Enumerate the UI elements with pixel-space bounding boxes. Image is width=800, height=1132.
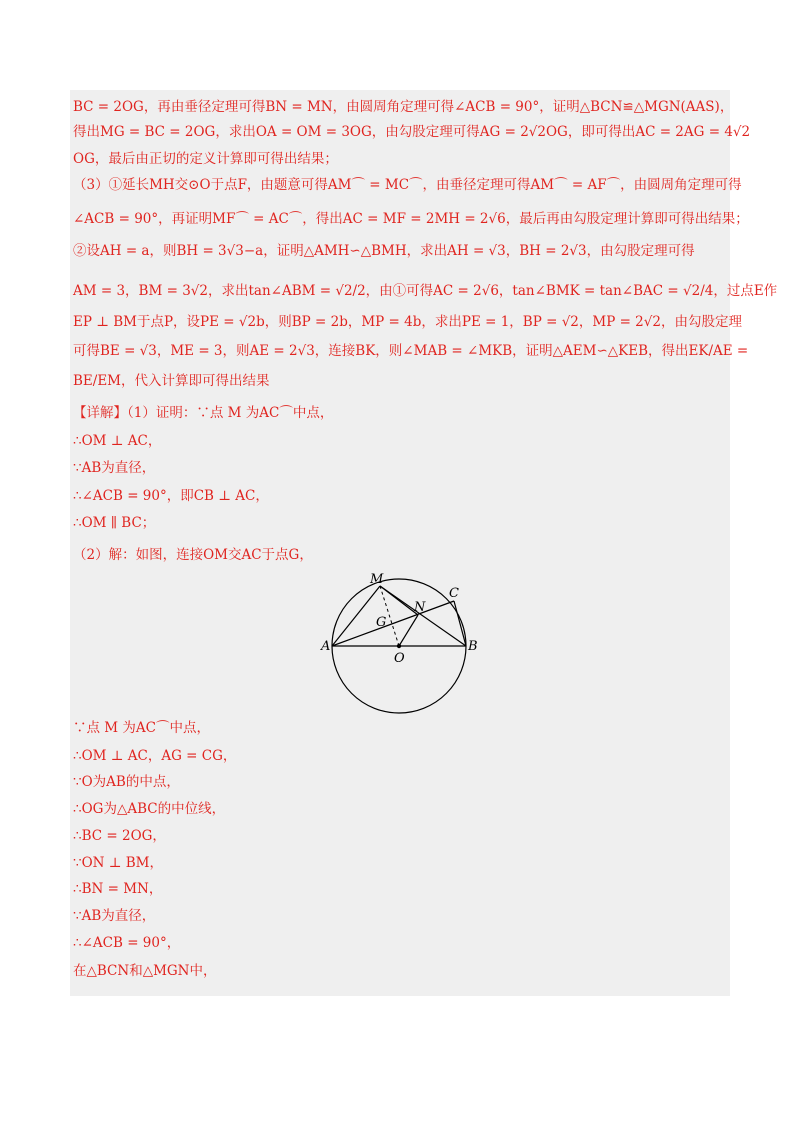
- label-a: A: [321, 639, 331, 654]
- text-line: ∵O为AB的中点，: [73, 774, 180, 790]
- text-line: ∵点 M 为AC⌒中点，: [73, 720, 210, 736]
- text-line: EP ⊥ BM于点P，设PE = √2b，则BP = 2b，MP = 4b，求出PE = 1，BP = √2，MP = 2√2，由勾股定理: [73, 314, 742, 330]
- text-line: ∴OG为△ABC的中位线，: [73, 801, 226, 817]
- text-line: ∴∠ACB = 90°，即CB ⊥ AC，: [73, 488, 269, 504]
- center-point-o: [397, 644, 401, 648]
- text-line: ②设AH = a，则BH = 3√3−a，证明△AMH∽△BMH，求出AH = √3，BH = 2√3，由勾股定理可得: [73, 243, 695, 259]
- text-line: 得出MG = BC = 2OG，求出OA = OM = 3OG，由勾股定理可得AG = 2√2OG，即可得出AC = 2AG = 4√2: [73, 124, 751, 140]
- text-line: 可得BE = √3，ME = 3，则AE = 2√3，连接BK，则∠MAB = ∠MKB，证明△AEM∽△KEB，得出EK/AE =: [73, 343, 749, 359]
- segment-mn: [380, 586, 418, 615]
- text-line: ∵AB为直径，: [73, 460, 156, 476]
- text-line: AM = 3，BM = 3√2，求出tan∠ABM = √2/2，由①可得AC = 2√6，tan∠BMK = tan∠BAC = √2/4，过点E作: [73, 283, 778, 299]
- text-line: ∴OM ⊥ AC，: [73, 433, 162, 449]
- text-line: 在△BCN和△MGN中，: [73, 963, 217, 979]
- geometry-figure: [318, 568, 488, 718]
- text-line: ∴OM ⊥ AC，AG = CG，: [73, 748, 237, 764]
- text-line: ∴∠ACB = 90°，: [73, 935, 181, 951]
- label-c: C: [449, 586, 459, 601]
- label-b: B: [468, 639, 478, 654]
- text-line: 【详解】（1）证明：∵点 M 为AC⌒中点，: [73, 405, 334, 421]
- text-line: ∠ACB = 90°，再证明MF⌒ = AC⌒，得出AC = MF = 2MH = 2√6，最后再由勾股定理计算即可得出结果；: [73, 211, 749, 227]
- text-line: ∴BN = MN，: [73, 881, 163, 897]
- text-line: （3）①延长MH交⊙O于点F，由题意可得AM⌒ = MC⌒，由垂径定理可得AM⌒ = AF⌒，由圆周角定理可得: [73, 177, 742, 193]
- label-g: G: [376, 615, 387, 630]
- label-n: N: [414, 600, 426, 615]
- text-line: OG，最后由正切的定义计算即可得出结果；: [73, 151, 338, 167]
- text-line: BE/EM，代入计算即可得出结果: [73, 373, 270, 389]
- label-o: O: [394, 651, 405, 666]
- text-line: （2）解：如图，连接OM交AC于点G，: [73, 547, 313, 563]
- label-m: M: [370, 572, 384, 587]
- text-line: ∴BC = 2OG，: [73, 828, 166, 844]
- text-line: BC = 2OG，再由垂径定理可得BN = MN，由圆周角定理可得∠ACB = 90°，证明△BCN≌△MGN(AAS)，: [73, 99, 734, 115]
- text-line: ∴OM ∥ BC；: [73, 515, 156, 531]
- text-line: ∵ON ⊥ BM，: [73, 855, 163, 871]
- text-line: ∵AB为直径，: [73, 908, 156, 924]
